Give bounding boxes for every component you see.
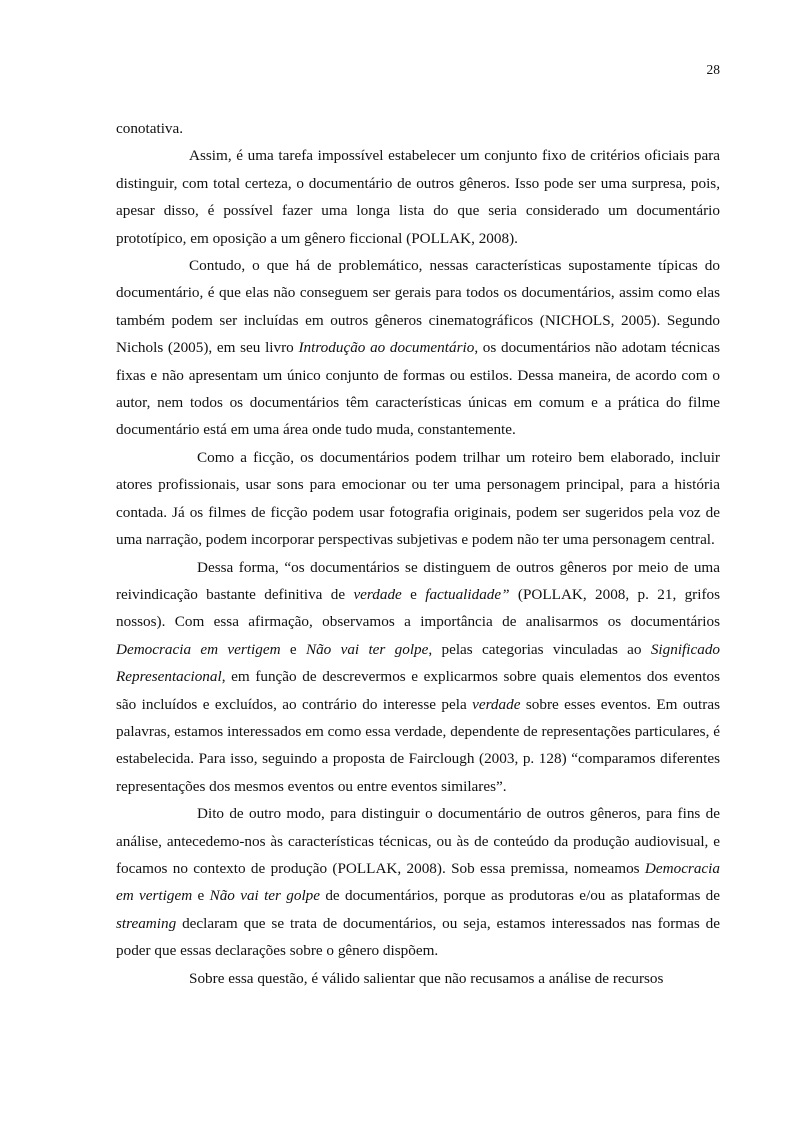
text-run: Dito de outro modo, para distinguir o documentário de outros gêneros, para fins de análise, antecedemo-nos às características técnicas, ou às de conteúdo da produção audiovisual, e focamos no contexto de produção (POLLAK, 2008). Sob essa premissa, nomeamos (116, 805, 720, 877)
paragraph (116, 142, 720, 252)
text-run: , pelas categorias vinculadas ao (428, 640, 651, 658)
italic-text-run: Introdução ao documentário (298, 339, 475, 357)
text-run: Contudo, o que há de problemático, nessas características supostamente típicas do documentário, é que elas não conseguem ser gerais para todos os documentários, assim como elas também podem ser incluídas em outros gêneros cinematográficos (NICHOLS, 2005). Segundo Nichols (2005), em seu livro (116, 257, 720, 357)
italic-text-run: verdade (353, 585, 402, 603)
page-number: 28 (706, 62, 720, 77)
text-run: Como a ficção, os documentários podem trilhar um roteiro bem elaborado, incluir atores profissionais, usar sons para emocionar ou ter uma personagem principal, para a história contada. Já os filmes de ficção podem usar fotografia originais, podem ser sugeridos pela voz de uma narração, podem incorporar perspectivas subjetivas e podem não ter uma personagem central. (116, 448, 720, 549)
paragraph (116, 554, 720, 801)
text-run: Dessa forma, “os documentários se distinguem de outros gêneros por meio de uma reivindicação bastante definitiva de (116, 558, 720, 603)
text-run: declaram que se trata de documentários, ou seja, estamos interessados nas formas de poder que essas declarações sobre o gênero dispõem. (116, 914, 720, 960)
paragraph (116, 115, 720, 142)
italic-text-run: verdade (472, 695, 521, 713)
italic-text-run: Não vai ter golpe (209, 887, 320, 905)
body-text (116, 115, 720, 992)
italic-text-run: Democracia em vertigem (116, 640, 281, 658)
text-run: e (401, 585, 426, 603)
italic-text-run: streaming (116, 914, 177, 932)
italic-text-run: Democracia em vertigem (116, 859, 720, 905)
paragraph (116, 965, 720, 992)
text-run: , em função de descrevermos e explicarmos sobre quais elementos dos eventos são incluídos e excluídos, ao contrário do interesse pela (116, 668, 720, 713)
italic-text-run: Significado Representacional (116, 640, 721, 686)
paragraph (116, 800, 720, 964)
text-run: (POLLAK, 2008, p. 21, grifos nossos). Com essa afirmação, observamos a importância de analisarmos os documentários (116, 585, 721, 631)
text-run: , os documentários não adotam técnicas fixas e não apresentam um único conjunto de formas ou estilos. Dessa maneira, de acordo com o autor, nem todos os documentários têm características únicas em comum e a prática do filme documentário está em uma área onde tudo muda, constantemente. (116, 339, 720, 439)
text-run: Sobre essa questão, é válido salientar que não recusamos a análise de recursos (189, 969, 664, 987)
italic-text-run: Não vai ter golpe (305, 640, 429, 658)
text-run: sobre esses eventos. Em outras palavras, estamos interessados em como essa verdade, dependente de representações particulares, é estabelecida. Para isso, seguindo a proposta de Fairclough (2003, p. 128) “comparamos diferentes representações dos mesmos eventos ou entre eventos similares”. (116, 695, 720, 795)
paragraph (116, 444, 720, 554)
text-run: de documentários, porque as produtoras e/ou as plataformas de (320, 887, 721, 905)
text-run: conotativa. (116, 120, 184, 137)
text-run: e (280, 640, 306, 658)
text-run: Assim, é uma tarefa impossível estabelecer um conjunto fixo de critérios oficiais para distinguir, com total certeza, o documentário de outros gêneros. Isso pode ser uma surpresa, pois, apesar disso, é possível fazer uma longa lista do que seria considerado um documentário prototípico, em oposição a um gênero ficcional (POLLAK, 2008). (116, 147, 720, 247)
paragraph (116, 252, 720, 444)
text-run: e (192, 887, 210, 905)
italic-text-run: factualidade” (425, 585, 510, 603)
